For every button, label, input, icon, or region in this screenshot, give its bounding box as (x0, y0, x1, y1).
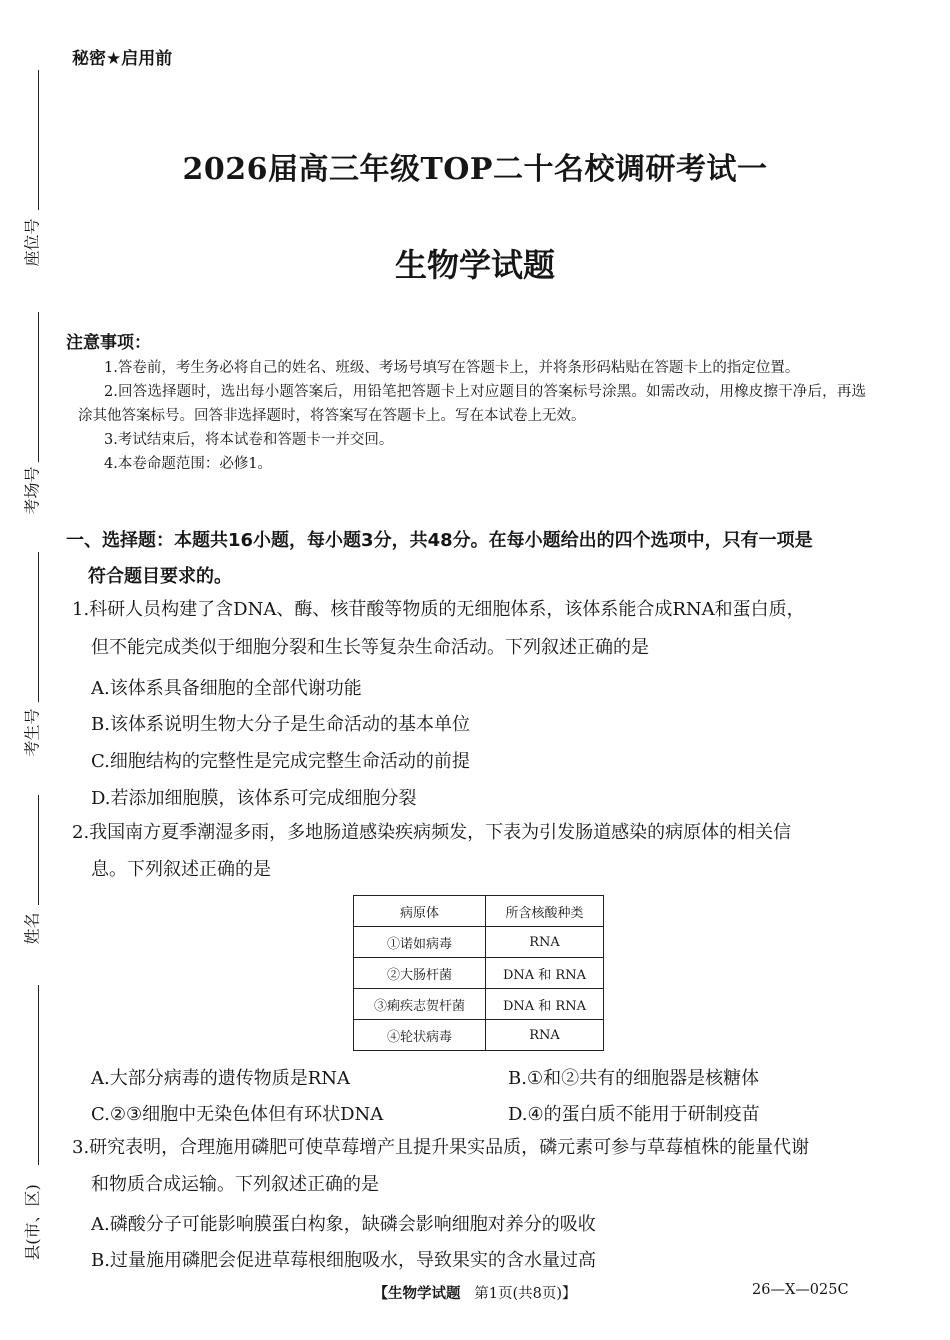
margin-rule (38, 312, 39, 462)
footer-page-info: 第1页(共8页)】 (474, 1286, 577, 1302)
name-label: 姓名 (22, 911, 42, 945)
paper-code: 26—X—025C (752, 1282, 849, 1298)
section-heading (66, 523, 866, 595)
notice-item: 1.答卷前，考生务必将自己的姓名、班级、考场号填写在答题卡上，并将条形码粘贴在答题卡上的指定位置。 (104, 360, 800, 376)
question-stem: 息。下列叙述正确的是 (91, 859, 271, 880)
footer-subject: 【生物学试题 (373, 1286, 461, 1302)
confidential-label: 秘密★启用前 (72, 49, 173, 69)
notice-item: 4.本卷命题范围：必修1。 (104, 456, 273, 472)
table-cell: DNA 和 RNA (486, 958, 604, 989)
option-c: C.②③细胞中无染色体但有环状DNA (91, 1104, 384, 1125)
table-cell: ①诺如病毒 (354, 927, 486, 958)
option-c: C.细胞结构的完整性是完成完整生命活动的前提 (91, 751, 470, 772)
table-header: 所含核酸种类 (486, 896, 604, 927)
question-stem: 但不能完成类似于细胞分裂和生长等复杂生命活动。下列叙述正确的是 (91, 637, 649, 658)
option-a: A.磷酸分子可能影响膜蛋白构象，缺磷会影响细胞对养分的吸收 (91, 1214, 596, 1235)
notice-item: 2.回答选择题时，选出每小题答案后，用铅笔把答题卡上对应题目的答案标号涂黑。如需改动，用橡皮擦干净后，再选涂其他答案标号。回答非选择题时，将答案写在答题卡上。写在本试卷上无效。 (78, 384, 866, 424)
option-a: A.大部分病毒的遗传物质是RNA (91, 1068, 351, 1089)
notice-heading: 注意事项： (66, 333, 151, 353)
notice-item: 3.考试结束后，将本试卷和答题卡一并交回。 (104, 432, 394, 448)
table-header: 病原体 (354, 896, 486, 927)
margin-rule (38, 552, 39, 702)
notice-list (78, 356, 866, 476)
table-row (354, 989, 604, 1020)
table-cell: ④轮状病毒 (354, 1020, 486, 1051)
table-cell: ②大肠杆菌 (354, 958, 486, 989)
section-heading-line: 一、选择题：本题共16小题，每小题3分，共48分。在每小题给出的四个选项中，只有一项是 (66, 530, 813, 551)
margin-rule (38, 985, 39, 1165)
table-header-row (354, 896, 604, 927)
question-stem: 3.研究表明，合理施用磷肥可使草莓增产且提升果实品质，磷元素可参与草莓植株的能量代谢 (72, 1137, 810, 1158)
option-b: B.该体系说明生物大分子是生命活动的基本单位 (91, 714, 470, 735)
question-stem: 2.我国南方夏季潮湿多雨，多地肠道感染疾病频发，下表为引发肠道感染的病原体的相关信 (72, 822, 792, 843)
seat-number-label: 座位号 (22, 217, 42, 267)
option-d: D.④的蛋白质不能用于研制疫苗 (508, 1104, 760, 1125)
option-d: D.若添加细胞膜，该体系可完成细胞分裂 (91, 788, 417, 809)
table-row (354, 1020, 604, 1051)
section-heading-line: 符合题目要求的。 (88, 566, 232, 587)
exam-room-label: 考场号 (22, 465, 42, 515)
question-stem: 和物质合成运输。下列叙述正确的是 (91, 1174, 379, 1195)
exam-title: 2026届高三年级TOP二十名校调研考试一 (182, 152, 768, 187)
option-b: B.过量施用磷肥会促进草莓根细胞吸水，导致果实的含水量过高 (91, 1250, 596, 1271)
table-cell: DNA 和 RNA (486, 989, 604, 1020)
county-label: 县(市、区) (22, 1183, 42, 1261)
table-row (354, 927, 604, 958)
candidate-number-label: 考生号 (22, 707, 42, 757)
pathogen-table (353, 895, 604, 1051)
option-b: B.①和②共有的细胞器是核糖体 (508, 1068, 760, 1089)
table-row (354, 958, 604, 989)
subject-title: 生物学试题 (394, 246, 555, 284)
question-stem: 1.科研人员构建了含DNA、酶、核苷酸等物质的无细胞体系，该体系能合成RNA和蛋白质， (72, 599, 805, 620)
option-a: A.该体系具备细胞的全部代谢功能 (91, 678, 362, 699)
table-cell: RNA (486, 927, 604, 958)
margin-rule (38, 795, 39, 905)
table-cell: RNA (486, 1020, 604, 1051)
table-cell: ③痢疾志贺杆菌 (354, 989, 486, 1020)
margin-rule (38, 70, 39, 210)
